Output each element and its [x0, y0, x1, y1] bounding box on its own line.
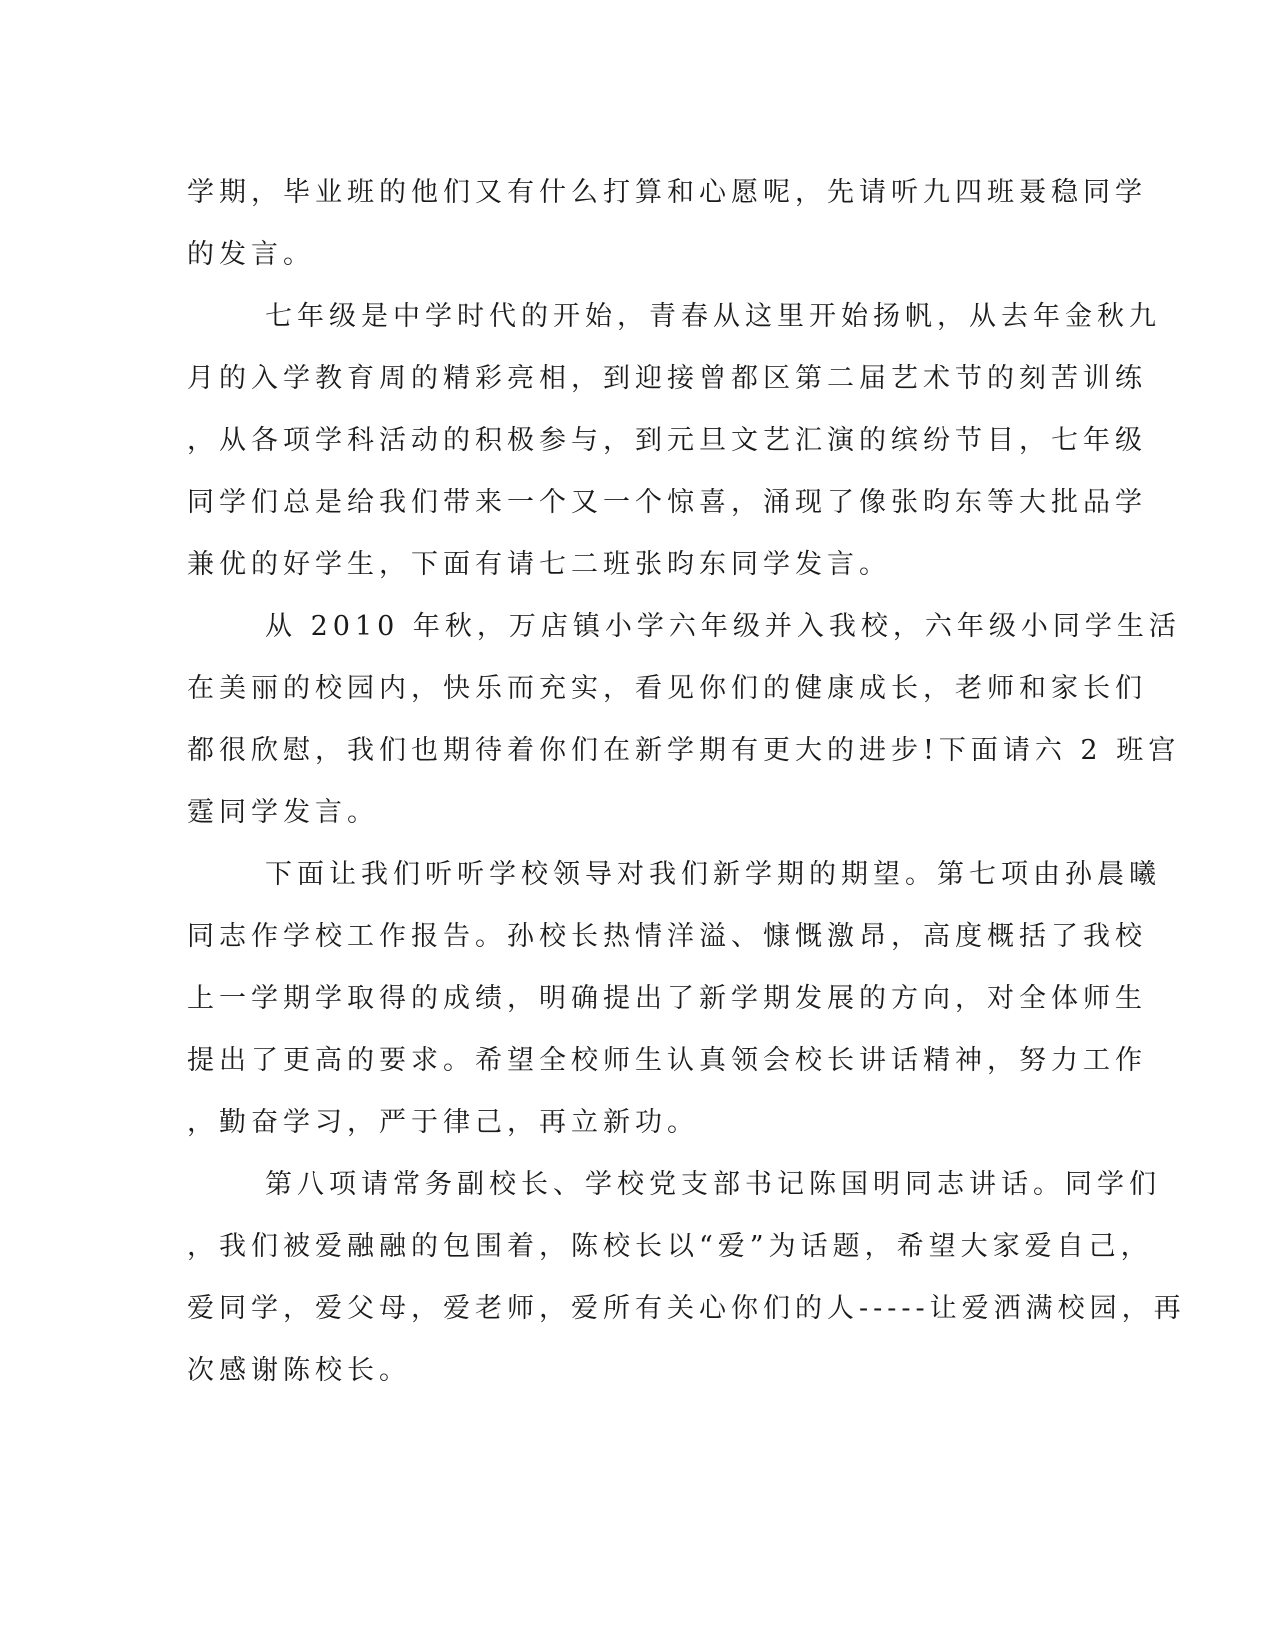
text-line: 次感谢陈校长。	[187, 1355, 411, 1386]
text-line: 同学们总是给我们带来一个又一个惊喜，涌现了像张昀东等大批品学	[187, 487, 1147, 518]
text-line: 月的入学教育周的精彩亮相，到迎接曾都区第二届艺术节的刻苦训练	[187, 363, 1147, 394]
text-line: 霆同学发言。	[187, 797, 379, 828]
text-line: 同志作学校工作报告。孙校长热情洋溢、慷慨激昂，高度概括了我校	[187, 921, 1147, 952]
text-line: 提出了更高的要求。希望全校师生认真领会校长讲话精神，努力工作	[187, 1045, 1147, 1076]
text-line: 在美丽的校园内，快乐而充实，看见你们的健康成长，老师和家长们	[187, 673, 1147, 704]
text-line: 学期，毕业班的他们又有什么打算和心愿呢，先请听九四班聂稳同学	[187, 177, 1147, 208]
text-line: 兼优的好学生，下面有请七二班张昀东同学发言。	[187, 549, 891, 580]
paragraph-start-line: 从 2010 年秋，万店镇小学六年级并入我校，六年级小同学生活	[265, 611, 1181, 642]
text-line: ，我们被爱融融的包围着，陈校长以“爱”为话题，希望大家爱自己，	[187, 1231, 1153, 1262]
paragraph-start-line: 七年级是中学时代的开始，青春从这里开始扬帆，从去年金秋九	[265, 301, 1161, 332]
paragraph-start-line: 第八项请常务副校长、学校党支部书记陈国明同志讲话。同学们	[265, 1169, 1161, 1200]
text-line: ，从各项学科活动的积极参与，到元旦文艺汇演的缤纷节目，七年级	[187, 425, 1147, 456]
text-line: 的发言。	[187, 239, 315, 270]
text-line: 都很欣慰，我们也期待着你们在新学期有更大的进步!下面请六 2 班宫	[187, 735, 1181, 766]
text-line: ，勤奋学习，严于律己，再立新功。	[187, 1107, 699, 1138]
body-text	[187, 162, 1186, 1402]
text-line: 上一学期学取得的成绩，明确提出了新学期发展的方向，对全体师生	[187, 983, 1147, 1014]
paragraph-start-line: 下面让我们听听学校领导对我们新学期的期望。第七项由孙晨曦	[265, 859, 1161, 890]
text-line: 爱同学，爱父母，爱老师，爱所有关心你们的人-----让爱洒满校园，再	[187, 1293, 1186, 1324]
